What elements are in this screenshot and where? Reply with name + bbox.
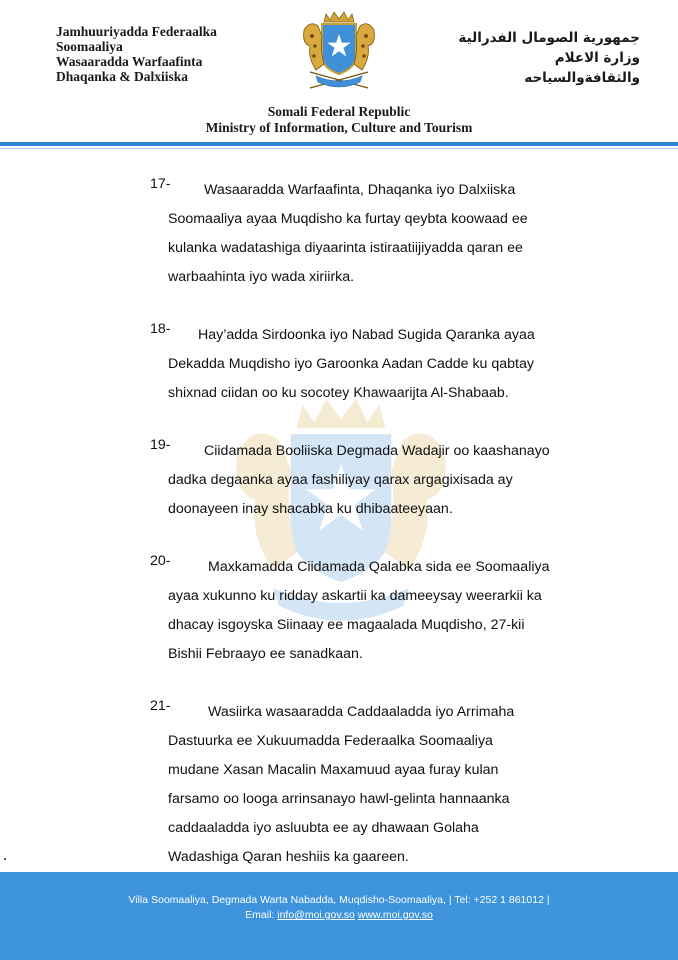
news-list (150, 176, 590, 872)
item-line-text: Maxkamadda Ciidamada Qalabka sida ee Soomaaliya (208, 559, 550, 575)
item-line: dadka degaanka ayaa fashiliyay qarax argagixisada ay (168, 472, 513, 488)
item-line: caddaaladda iyo asluubta ee ay dhawaan Golaha (168, 820, 479, 836)
header-left-text (56, 24, 286, 84)
header-left-line: Jamhuuriyadda Federaalka (56, 24, 217, 39)
title-line-1: Somali Federal Republic (267, 104, 411, 119)
item-line: ayaa xukunno ku ridday askartii ka dameeysay weerarkii ka (168, 588, 542, 604)
item-line-text: Hay’adda Sirdoonka iyo Nabad Sugida Qaranka ayaa (198, 327, 535, 343)
footer-email-label: Email: (245, 909, 275, 921)
item-line: dhacay isgoyska Siinaay ee magaalada Muqdisho, 27-kii (168, 617, 525, 633)
item-line (168, 437, 590, 466)
item-line-text: Wasiirka wasaaradda Caddaaladda iyo Arrimaha (208, 704, 515, 720)
item-line: warbaahinta iyo wada xiriirka. (168, 269, 355, 285)
item-line (168, 176, 590, 205)
item-number: 19- (150, 437, 171, 453)
item-line: mudane Xasan Macalin Maxamuud ayaa furay kulan (168, 762, 499, 778)
item-line-text: Wasaaradda Warfaafinta, Dhaqanka iyo Dalxiiska (204, 182, 516, 198)
header-left-line: Dhaqanka & Dalxiiska (56, 69, 189, 84)
item-line: Wadashiga Qaran heshiis ka gaareen. (168, 849, 409, 865)
item-line (168, 321, 590, 350)
footer-email-link[interactable]: info@moi.gov.so (277, 909, 355, 921)
header-left-line: Wasaaradda Warfaafinta (56, 54, 203, 69)
item-line: Dastuurka ee Xukuumadda Federaalka Soomaaliya (168, 733, 493, 749)
header-right-line: والثقافةوالسياحه (524, 70, 640, 86)
news-item-18 (150, 321, 590, 408)
item-line (168, 698, 590, 727)
emblem-leopard-right (354, 24, 374, 70)
item-line-text: Ciidamada Booliiska Degmada Wadajir oo kaashanayo (204, 443, 550, 459)
item-line: doonayeen inay shacabka ku dhibaateeyaan. (168, 501, 453, 517)
item-line: Bishii Febraayo ee sanadkaan. (168, 646, 363, 662)
header-divider-thin (0, 148, 678, 149)
stray-dot (4, 858, 6, 860)
item-line: kulanka wadatashiga diyaarinta istiraatiijiyadda qaran ee (168, 240, 523, 256)
emblem-ribbon (316, 76, 362, 87)
header-right-line: وزارة الاعلام (554, 50, 640, 66)
news-item-19 (150, 437, 590, 524)
footer-address: Villa Soomaaliya, Degmada Warta Nabadda, Muqdisho-Soomaaliya, | Tel: +252 1 861012 | (128, 894, 550, 906)
header-divider (0, 142, 678, 146)
emblem-leopard-left (304, 24, 324, 70)
title-line-2: Ministry of Information, Culture and Tourism (205, 120, 473, 135)
ministry-title (0, 104, 678, 136)
item-line: Soomaaliya ayaa Muqdisho ka furtay qeybta koowaad ee (168, 211, 528, 227)
item-line: farsamo oo looga arrinsanayo hawl-gelinta hannaanka (168, 791, 510, 807)
footer-contact (0, 909, 678, 921)
header-right-line: جمهورية الصومال الفدرالية (458, 30, 640, 46)
item-number: 17- (150, 176, 171, 192)
item-line (168, 553, 590, 582)
item-text (150, 176, 590, 292)
emblem-shield (322, 24, 356, 74)
news-item-21 (150, 698, 590, 872)
item-line: Dekadda Muqdisho iyo Garoonka Aadan Cadde ku qabtay (168, 356, 534, 372)
item-text (150, 321, 590, 408)
header-right-arabic (420, 28, 640, 88)
item-line: shixnad ciidan oo ku socotey Khawaarijta Al-Shabaab. (168, 385, 509, 401)
footer-website-link[interactable]: www.moi.gov.so (357, 909, 433, 921)
item-text (150, 553, 590, 669)
item-number: 20- (150, 553, 171, 569)
item-text (150, 698, 590, 872)
emblem-crown (324, 12, 354, 22)
item-text (150, 437, 590, 524)
news-item-17 (150, 176, 590, 292)
item-number: 21- (150, 698, 171, 714)
page-footer (0, 872, 678, 960)
header-left-line: Soomaaliya (56, 39, 123, 54)
item-number: 18- (150, 321, 171, 337)
coat-of-arms-emblem (290, 10, 388, 98)
news-item-20 (150, 553, 590, 669)
